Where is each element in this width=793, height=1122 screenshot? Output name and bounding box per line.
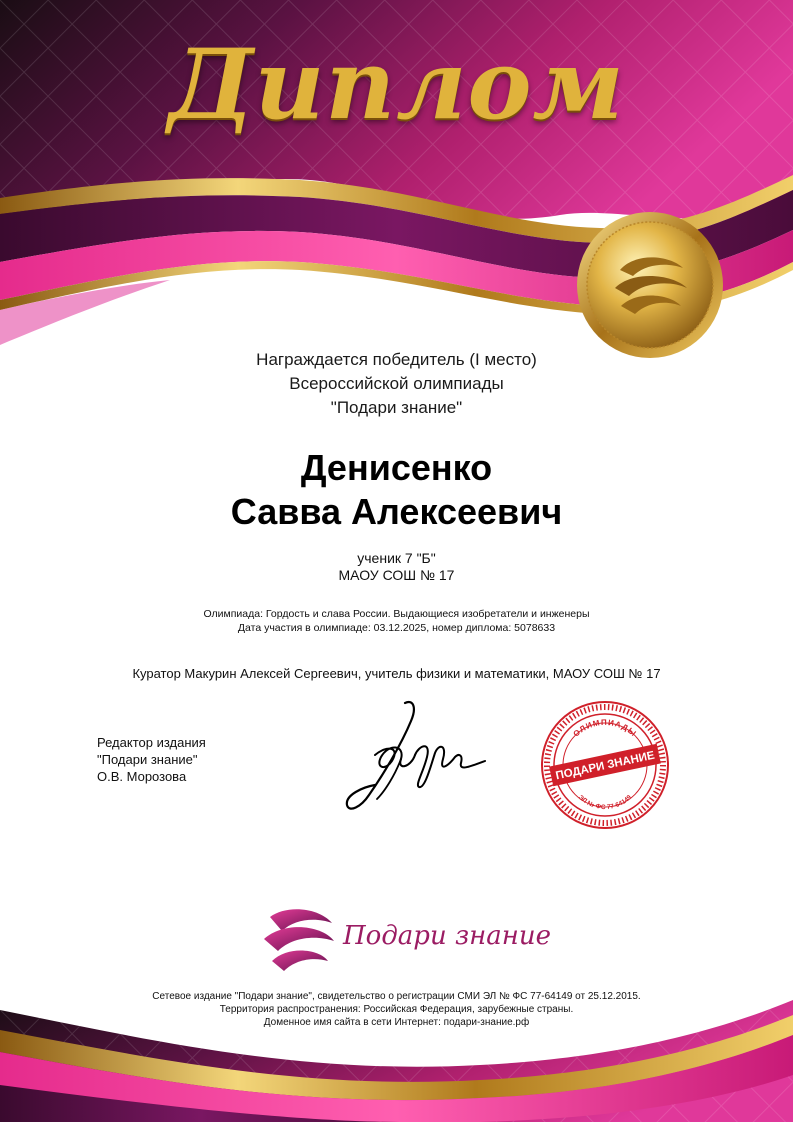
svg-text:ЭЛ № ФС 77-64149: [577, 794, 633, 811]
editor-line-2: "Подари знание": [97, 752, 198, 767]
editor-line-1: Редактор издания: [97, 735, 206, 750]
award-line-3: "Подари знание": [330, 398, 463, 417]
stamp-center-text: ПОДАРИ ЗНАНИЕ: [554, 749, 656, 783]
gold-medal-icon: [575, 210, 725, 360]
publication-footer: [0, 990, 793, 1029]
student-info: [0, 550, 793, 584]
curator-line: Куратор Макурин Алексей Сергеевич, учитель физики и математики, МАОУ СОШ № 17: [132, 666, 661, 681]
olympiad-details: [0, 607, 793, 635]
recipient-name: [0, 446, 793, 534]
award-line-1: Награждается победитель (I место): [256, 350, 537, 369]
footer-line-1: Сетевое издание "Подари знание", свидетельство о регистрации СМИ ЭЛ № ФС 77-64149 от 25.12.2015.: [152, 991, 641, 1002]
student-school: МАОУ СОШ № 17: [338, 567, 455, 583]
recipient-given-names: Савва Алексеевич: [230, 491, 563, 532]
editor-line-3: О.В. Морозова: [97, 769, 187, 784]
olympiad-name: Олимпиада: Гордость и слава России. Выдающиеся изобретатели и инженеры: [203, 608, 590, 620]
footer-line-2: Территория распространения: Российская Федерация, зарубежные страны.: [219, 1004, 574, 1015]
svg-text:ОЛИМПИАДЫ: [572, 718, 639, 739]
award-text: [0, 348, 793, 420]
participation-info: Дата участия в олимпиаде: 03.12.2025, номер диплома: 5078633: [237, 622, 556, 634]
award-line-2: Всероссийской олимпиады: [289, 374, 504, 393]
editor-block: [97, 734, 206, 785]
stamp-top-text: ОЛИМПИАДЫ: [571, 717, 639, 739]
stamp-bottom-text: ЭЛ № ФС 77-64149: [576, 794, 634, 812]
recipient-surname: Денисенко: [300, 447, 493, 488]
official-stamp: [540, 700, 670, 830]
student-grade: ученик 7 "Б": [357, 550, 436, 566]
brand-name: Подари знание: [343, 921, 552, 951]
footer-line-3: Доменное имя сайта в сети Интернет: подари-знание.рф: [263, 1017, 530, 1028]
diploma-title: Диплом: [168, 28, 625, 141]
editor-signature: [335, 695, 500, 820]
